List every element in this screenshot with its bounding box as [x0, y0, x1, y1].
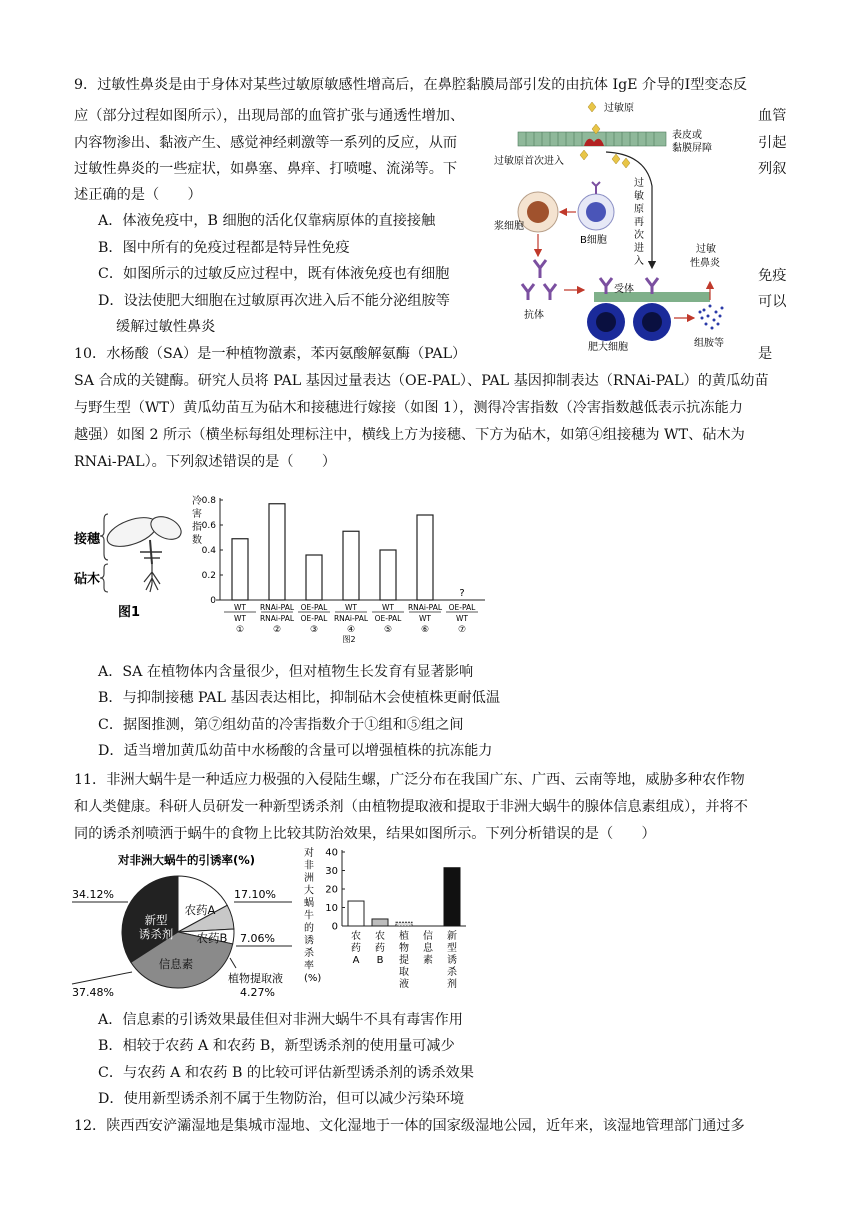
- category-number: ⑦: [457, 625, 467, 635]
- svg-text:过: 过: [634, 178, 644, 189]
- pie-slice-label: 信息素: [158, 957, 194, 971]
- q9-line-2: 应（部分过程如图所示），出现局部的血管扩张与通透性增加、: [74, 108, 465, 124]
- bar: [348, 901, 364, 926]
- plasma-cell-label: 浆细胞: [494, 221, 524, 232]
- y-tick-label: 0.4: [201, 546, 216, 556]
- y-axis-label-char: (%): [304, 973, 322, 984]
- category-label-char: 剂: [447, 979, 457, 990]
- q11-option-a: A．信息素的引诱效果最佳但对非洲大蜗牛不具有毒害作用: [98, 1012, 463, 1028]
- q9-right-fragment: 可以: [758, 294, 787, 310]
- category-top-label: OE-PAL: [448, 603, 476, 612]
- allergy-diagram: [488, 96, 754, 352]
- category-label-char: 杀: [447, 967, 457, 978]
- y-axis-label-char: 冷: [192, 496, 202, 507]
- y-tick-label: 0: [210, 596, 216, 606]
- category-label-char: 诱: [447, 955, 457, 966]
- category-top-label: WT: [382, 603, 394, 612]
- q9-option-c: C．如图所示的过敏反应过程中，既有体液免疫也有细胞: [98, 266, 450, 282]
- y-tick-label: 0.2: [201, 571, 216, 581]
- y-axis-label-char: 率: [304, 960, 314, 972]
- q11-line-1: 11．非洲大蜗牛是一种适应力极强的入侵陆生螺，广泛分布在我国广东、广西、云南等地，威胁多种农作物: [74, 772, 745, 788]
- category-label-char: 信: [423, 931, 433, 942]
- category-top-label: RNAi-PAL: [407, 603, 443, 612]
- y-axis-label-char: 指: [192, 522, 202, 533]
- pie-percentage: 37.48%: [72, 986, 114, 999]
- category-label-char: A: [352, 955, 360, 966]
- bar: [396, 922, 412, 926]
- category-label-char: 药: [375, 943, 385, 954]
- unknown-value-label: ?: [459, 588, 465, 599]
- figure-1-caption: 图1: [118, 605, 141, 620]
- pie-title: 对非洲大蜗牛的引诱率(%): [118, 853, 256, 867]
- rootstock-label: 砧木: [74, 572, 101, 587]
- q10-line-4: 越强）如图 2 所示（横坐标每组处理标注中，横线上方为接穗、下方为砧木，如第④组接穗为 WT、砧木为: [74, 427, 745, 443]
- category-number: ②: [272, 625, 282, 635]
- barrier-label-2: 黏膜屏障: [672, 143, 712, 154]
- category-label-char: 提: [399, 955, 409, 966]
- mast-cells: [587, 278, 710, 341]
- q10-option-a: A．SA 在植物体内含量很少，但对植物生长发育有显著影响: [98, 664, 474, 680]
- category-bottom-label: RNAi-PAL: [259, 614, 295, 623]
- q9-option-a: A．体液免疫中，B 细胞的活化仅靠病原体的直接接触: [98, 213, 436, 229]
- kill-rate-bar-chart: [300, 846, 480, 1002]
- svg-text:次: 次: [634, 230, 644, 241]
- pie-slice-label: 新型: [144, 913, 168, 927]
- category-number: ⑤: [383, 625, 393, 635]
- category-label-char: 液: [399, 979, 409, 990]
- category-bottom-label: OE-PAL: [374, 614, 402, 623]
- svg-text:原: 原: [634, 204, 644, 215]
- q10-option-c: C．据图推测，第⑦组幼苗的冷害指数介于①组和⑤组之间: [98, 717, 464, 733]
- y-tick-label: 40: [325, 847, 338, 859]
- category-label-char: 新: [447, 931, 457, 942]
- q11-line-2: 和人类健康。科研人员研发一种新型诱杀剂（由植物提取液和提取于非洲大蜗牛的腺体信息素组成），并将不: [74, 799, 748, 815]
- category-label-char: 素: [423, 955, 433, 966]
- q9-right-fragment: 免疫: [758, 268, 787, 284]
- category-label-char: 取: [399, 967, 409, 978]
- lure-rate-pie-chart: [70, 850, 302, 1000]
- bar: [417, 515, 433, 600]
- category-bottom-label: OE-PAL: [300, 614, 328, 623]
- y-axis-label-char: 害: [192, 509, 202, 520]
- q11-line-3: 同的诱杀剂喷洒于蜗牛的食物上比较其防治效果，结果如图所示。下列分析错误的是（ ）: [74, 826, 656, 842]
- q10-line-2: SA 合成的关键酶。研究人员将 PAL 基因过量表达（OE-PAL）、PAL 基因抑制表达（RNAi-PAL）的黄瓜幼苗: [74, 373, 769, 389]
- y-axis-label-char: 非: [304, 860, 314, 872]
- pie-slice-label: 植物提取液: [228, 972, 283, 985]
- q10-line-5: RNAi-PAL）。下列叙述错误的是（ ）: [74, 454, 337, 470]
- pie-percentage: 4.27%: [240, 986, 275, 999]
- category-label-char: 型: [447, 943, 457, 954]
- q11-option-c: C．与农药 A 和农药 B 的比较可评估新型诱杀剂的诱杀效果: [98, 1065, 474, 1081]
- q9-line-4: 过敏性鼻炎的一些症状，如鼻塞、鼻痒、打喷嚏、流涕等。下: [74, 161, 458, 177]
- y-tick-label: 20: [325, 884, 338, 896]
- chart-caption: 图2: [342, 635, 356, 644]
- category-label-char: 药: [351, 943, 361, 954]
- category-number: ③: [309, 625, 319, 635]
- antibody-icon: [522, 260, 556, 300]
- rhinitis-label-1: 过敏: [696, 244, 716, 255]
- category-number: ①: [235, 625, 245, 635]
- category-top-label: OE-PAL: [300, 603, 328, 612]
- bar: [343, 531, 359, 600]
- category-label-char: 农: [351, 931, 361, 942]
- pie-slice-label: 诱杀剂: [138, 927, 174, 941]
- category-label-char: 物: [399, 943, 409, 954]
- y-tick-label: 0.6: [201, 521, 216, 531]
- category-label-char: 农: [375, 931, 385, 942]
- rhinitis-label-2: 性鼻炎: [690, 258, 720, 269]
- y-axis-label-char: 大: [304, 885, 314, 897]
- y-axis-label-char: 数: [192, 535, 202, 546]
- category-bottom-label: WT: [456, 614, 468, 623]
- category-bottom-label: RNAi-PAL: [333, 614, 369, 623]
- pie-slice-label: 农药B: [196, 931, 228, 945]
- y-axis-label-char: 蜗: [304, 898, 314, 909]
- allergen-label: 过敏原: [604, 103, 634, 114]
- bar: [380, 550, 396, 600]
- bar: [444, 868, 460, 926]
- category-top-label: WT: [234, 603, 246, 612]
- pie-percentage: 7.06%: [240, 932, 275, 945]
- pie-slice-label: 农药A: [184, 903, 216, 917]
- y-tick-label: 10: [325, 903, 338, 914]
- category-number: ⑥: [420, 625, 430, 635]
- category-top-label: WT: [345, 603, 357, 612]
- pie-percentage: 17.10%: [234, 888, 276, 901]
- y-axis-label-char: 洲: [304, 873, 314, 884]
- bar: [372, 919, 388, 926]
- category-label-char: 息: [423, 943, 433, 954]
- bar: [269, 504, 285, 600]
- bar: [232, 539, 248, 600]
- q10-line-3: 与野生型（WT）黄瓜幼苗互为砧木和接穗进行嫁接（如图 1），测得冷害指数（冷害指数越低表示抗冻能力: [74, 400, 743, 416]
- q9-right-fragment: 血管: [758, 108, 787, 124]
- y-tick-label: 30: [325, 866, 338, 877]
- figure-2-chill-injury-chart: [190, 488, 510, 648]
- reentry-label: [634, 176, 644, 267]
- svg-text:敏: 敏: [634, 191, 644, 202]
- y-axis-label-char: 诱: [304, 935, 314, 947]
- mast-cell-label: 肥大细胞: [588, 342, 628, 352]
- q10-option-d: D．适当增加黄瓜幼苗中水杨酸的含量可以增强植株的抗冻能力: [98, 743, 493, 759]
- q9-line-3: 内容物渗出、黏液产生、感觉神经刺激等一系列的反应，从而: [74, 135, 458, 151]
- svg-text:入: 入: [634, 256, 644, 267]
- category-bottom-label: WT: [234, 614, 246, 623]
- antibody-label: 抗体: [524, 310, 544, 321]
- q10-line-1: 10．水杨酸（SA）是一种植物激素，苯丙氨酸解氨酶（PAL）: [74, 346, 467, 362]
- plasma-cell: [518, 192, 558, 232]
- y-axis-label-char: 的: [304, 923, 314, 934]
- histamine-label: 组胺等: [694, 338, 724, 349]
- svg-text:再: 再: [634, 217, 644, 228]
- epithelium-barrier: [518, 132, 666, 146]
- q9-right-fragment: 列叙: [758, 161, 787, 177]
- q9-option-d-cont: 缓解过敏性鼻炎: [116, 319, 216, 335]
- category-label-char: B: [376, 955, 384, 966]
- q11-option-d: D．使用新型诱杀剂不属于生物防治，但可以减少污染环境: [98, 1091, 465, 1107]
- scion-label: 接穗: [74, 532, 101, 547]
- histamine-dots: [699, 305, 724, 330]
- y-tick-label: 0.8: [201, 496, 216, 506]
- q9-option-d: D．设法使肥大细胞在过敏原再次进入后不能分泌组胺等: [98, 293, 450, 309]
- category-label-char: 植: [399, 931, 409, 942]
- svg-text:进: 进: [634, 243, 644, 254]
- receptor-label: 受体: [614, 284, 634, 295]
- y-axis-label-char: 牛: [304, 910, 314, 922]
- pie-leader-line: [72, 972, 132, 984]
- barrier-label-1: 表皮或: [672, 130, 702, 141]
- y-tick-label: 0: [331, 921, 338, 933]
- category-number: ④: [346, 625, 356, 635]
- category-top-label: RNAi-PAL: [259, 603, 295, 612]
- figure-1-graft: [74, 506, 194, 632]
- bar: [306, 555, 322, 600]
- q10-right-fragment: 是: [758, 346, 773, 362]
- first-entry-label: 过敏原首次进入: [494, 156, 564, 167]
- pie-leader-line: [230, 958, 236, 968]
- pie-percentage: 34.12%: [72, 888, 114, 901]
- q10-option-b: B．与抑制接穗 PAL 基因表达相比，抑制砧木会使植株更耐低温: [98, 690, 501, 706]
- b-cell: [578, 182, 614, 230]
- q9-line-5: 述正确的是（ ）: [74, 187, 202, 203]
- y-axis-label-char: 对: [304, 848, 314, 859]
- q9-option-b: B．图中所有的免疫过程都是特异性免疫: [98, 240, 350, 256]
- category-bottom-label: WT: [419, 614, 431, 623]
- q9-line-1: 9．过敏性鼻炎是由于身体对某些过敏原敏感性增高后，在鼻腔黏膜局部引发的由抗体 IgE 介导的Ⅰ型变态反: [74, 77, 747, 93]
- y-axis-label-char: 杀: [304, 948, 314, 959]
- q9-right-fragment: 引起: [758, 135, 787, 151]
- q11-option-b: B．相较于农药 A 和农药 B，新型诱杀剂的使用量可减少: [98, 1038, 455, 1054]
- b-cell-label: B细胞: [580, 235, 607, 246]
- q12-line-1: 12．陕西西安浐灞湿地是集城市湿地、文化湿地于一体的国家级湿地公园，近年来，该湿地管理部门通过多: [74, 1118, 745, 1134]
